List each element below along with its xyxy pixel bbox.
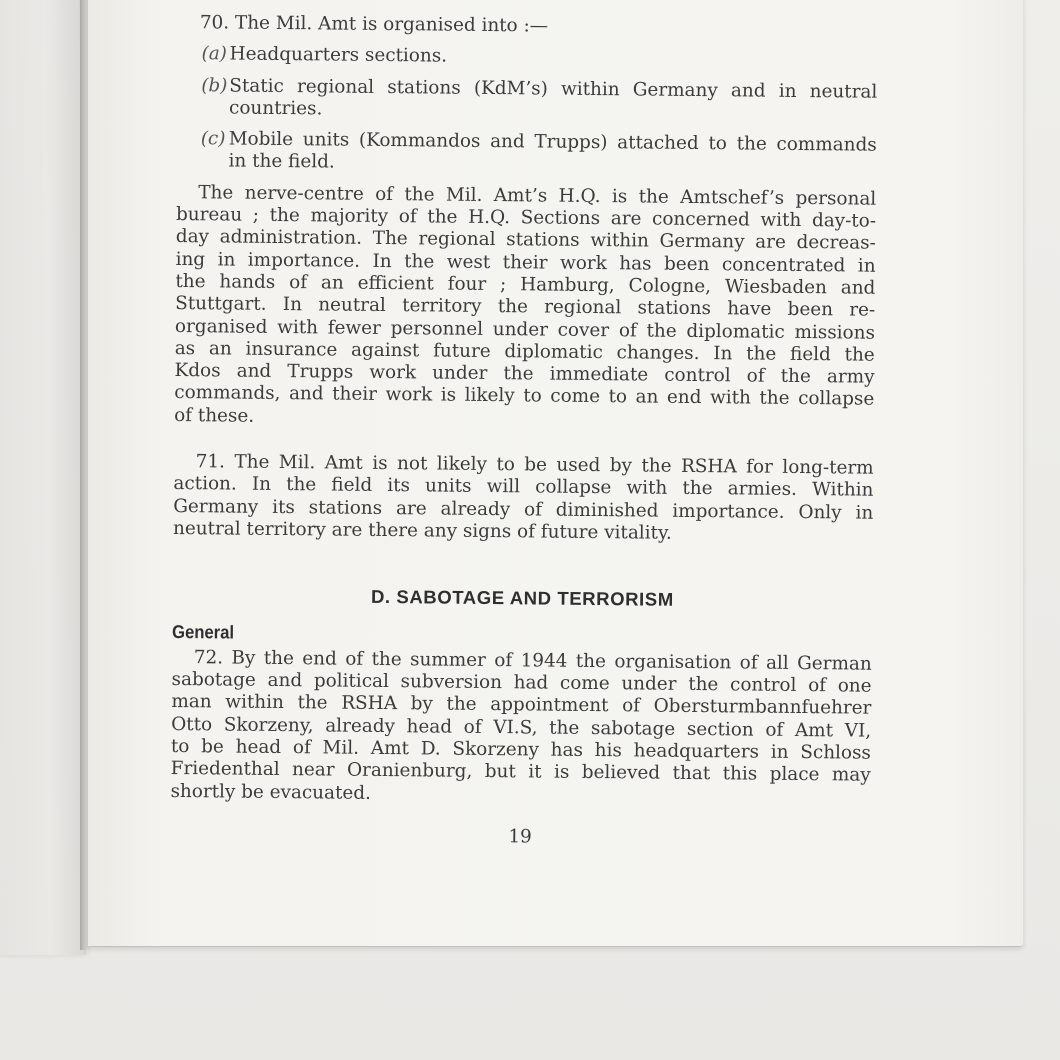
text-line: shortly be evacuated. <box>170 780 372 804</box>
text-line: ing in importance. In the west their work has been concentrated in <box>175 248 876 277</box>
text-line: The nerve-centre of the Mil. Amt’s H.Q. is the Amtschef’s personal <box>198 181 877 210</box>
text-line: Otto Skorzeny, already head of VI.S, the sabotage section of Amt VI, <box>171 713 872 742</box>
para-71 <box>173 451 874 547</box>
page-number: 19 <box>508 826 532 848</box>
text-line: man within the RSHA by the appointment of Obersturmbannfuehrer <box>171 691 872 720</box>
text-line: sabotage and political subversion had come under the control of one <box>171 669 872 697</box>
text-line: the hands of an efficient four ; Hamburg, Cologne, Wiesbaden and <box>175 270 876 299</box>
text-line: Friedenthal near Oranienburg, but it is believed that this place may <box>170 758 871 786</box>
para-70-body <box>174 182 876 434</box>
text-line: neutral territory are there any signs of future vitality. <box>172 517 672 544</box>
list-item-b <box>201 75 877 126</box>
text-line: of these. <box>174 404 255 427</box>
text-line: Stuttgart. In neutral territory the regional stations have been re- <box>175 293 876 321</box>
para-72 <box>170 647 871 810</box>
text-line: action. In the field its units will collapse with the armies. Within <box>173 473 874 502</box>
list-marker: (a) <box>201 43 228 65</box>
text-line: to be head of Mil. Amt D. Skorzeny has his headquarters in Schloss <box>170 735 872 764</box>
list-item-c <box>200 128 876 179</box>
text-line: Mobile units (Kommandos and Trupps) attached to the commands <box>228 128 877 156</box>
subheading: General <box>171 620 235 643</box>
section-heading: D. SABOTAGE AND TERRORISM <box>370 586 674 611</box>
text-line: Germany its stations are already of diminished importance. Only in <box>173 495 874 524</box>
list-marker: (c) <box>200 128 226 150</box>
text-line: as an insurance against future diplomatic changes. In the field the <box>174 337 875 366</box>
text-line: bureau ; the majority of the H.Q. Sections are concerned with day-to- <box>175 204 877 232</box>
text-line: in the field. <box>228 150 335 173</box>
left-page <box>0 0 86 955</box>
text-line: organised with fewer personnel under cover of the diplomatic missions <box>174 315 876 344</box>
page-text <box>170 12 878 852</box>
text-line: countries. <box>228 97 323 120</box>
text-line: Static regional stations (KdM’s) within Germany and in neutral <box>229 75 878 103</box>
text-line: Kdos and Trupps work under the immediate control of the army <box>174 360 875 388</box>
text-line: day administration. The regional stations within Germany are decreas- <box>175 226 876 255</box>
text-line: Headquarters sections. <box>229 43 448 67</box>
text-line: 72. By the end of the summer of 1944 the organisation of all German <box>193 647 872 675</box>
list-marker: (b) <box>201 74 228 97</box>
text-line: 71. The Mil. Amt is not likely to be used by the RSHA for long-term <box>195 451 874 479</box>
para-70-intro: 70. The Mil. Amt is organised into :— <box>199 12 549 37</box>
text-line: commands, and their work is likely to come to an end with the collapse <box>174 382 875 411</box>
